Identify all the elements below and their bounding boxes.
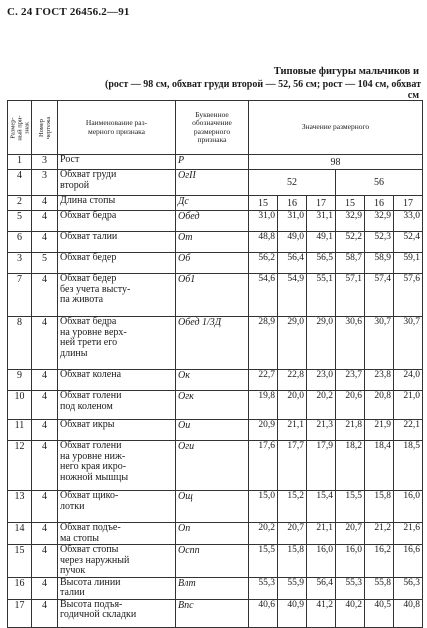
cell-value: 52,4 [394,232,423,253]
table-row [8,253,423,274]
cell-value: 15,8 [365,491,394,523]
cell-drawing-no: 4 [32,577,58,599]
cell-feature-name: Обхват стопы через наружный пучок [58,545,176,578]
cell-value: 41,2 [307,599,336,627]
cell-value: 18,5 [394,441,423,491]
cell-value: 21,0 [394,391,423,420]
table-row [8,441,423,491]
cell-value: 16,0 [307,545,336,578]
cell-drawing-no: 4 [32,391,58,420]
cell-feature-name: Обхват груди второй [58,170,176,196]
cell-feature-no: 16 [8,577,32,599]
header-values: Значение размерного [249,101,423,155]
cell-drawing-no: 4 [32,370,58,391]
cell-feature-no: 5 [8,211,32,232]
cell-feature-no: 6 [8,232,32,253]
cell-feature-name: Обхват бедра на уровне верх- ней трети его длины [58,317,176,370]
cell-feature-name: Обхват бедер без учета высту- па живота [58,274,176,317]
cell-feature-no: 3 [8,253,32,274]
cell-value: 20,2 [249,523,278,545]
cell-drawing-no: 4 [32,211,58,232]
table-subtitle: (рост — 98 см, обхват груди второй — 52, 56 см; рост — 104 см, обхват [105,79,421,90]
cell-feature-name: Рост [58,155,176,170]
cell-value: 21,9 [365,420,394,441]
cell-value: 18,4 [365,441,394,491]
cell-value: 57,6 [394,274,423,317]
cell-value: 15,4 [307,491,336,523]
cell-value: 55,9 [278,577,307,599]
cell-feature-name: Обхват бедер [58,253,176,274]
cell-value: 24,0 [394,370,423,391]
cell-feature-name: Обхват щико- лотки [58,491,176,523]
cell-value: 22,8 [278,370,307,391]
header-feature-name: Наименование раз- мерного признака [58,101,176,155]
cell-value: 56,4 [278,253,307,274]
cell-feature-name: Длина стопы [58,196,176,211]
cell-feature-no: 2 [8,196,32,211]
table-row-height [8,155,423,170]
cell-value: 15,0 [249,491,278,523]
cell-value: 19,8 [249,391,278,420]
cell-feature-no: 13 [8,491,32,523]
header-drawing-no: Номер чертежа [32,101,58,155]
cell-value: 56,4 [307,577,336,599]
cell-feature-no: 7 [8,274,32,317]
cell-value: 15,8 [278,545,307,578]
cell-drawing-no: 3 [32,170,58,196]
cell-value: 57,4 [365,274,394,317]
cell-drawing-no: 4 [32,441,58,491]
cell-value: 54,6 [249,274,278,317]
cell-value: 21,6 [394,523,423,545]
cell-value: 15,5 [336,491,365,523]
cell-value: 54,9 [278,274,307,317]
cell-value: 55,1 [307,274,336,317]
cell-value: 18,2 [336,441,365,491]
table-row [8,420,423,441]
cell-value: 20,6 [336,391,365,420]
header-feature-no: Размер- ный при- знак [8,101,32,155]
cell-value: 32,9 [365,211,394,232]
cell-value: 15,5 [249,545,278,578]
cell-value: 56,3 [394,577,423,599]
cell-value: 17,6 [249,441,278,491]
table-row-chest [8,170,423,196]
cell-value: 52,3 [365,232,394,253]
cell-drawing-no: 4 [32,274,58,317]
cell-symbol: Oт [176,232,249,253]
cell-value: 15 [336,196,365,211]
cell-feature-no: 14 [8,523,32,545]
cell-value: 55,3 [336,577,365,599]
cell-value: 31,0 [249,211,278,232]
table-subtitle-end: см [407,90,419,101]
cell-value: 15 [249,196,278,211]
cell-value: 17 [394,196,423,211]
cell-value: 16 [278,196,307,211]
cell-symbol: OгII [176,170,249,196]
cell-feature-no: 4 [8,170,32,196]
cell-symbol: P [176,155,249,170]
cell-value: 31,0 [278,211,307,232]
cell-drawing-no: 4 [32,317,58,370]
table-row-foot [8,196,423,211]
table-row [8,545,423,578]
cell-feature-name: Высота линии талии [58,577,176,599]
header-symbol: Буквенное обозначение размерного признака [176,101,249,155]
table-row [8,317,423,370]
cell-value: 40,2 [336,599,365,627]
cell-value: 22,1 [394,420,423,441]
cell-value: 20,8 [365,391,394,420]
cell-value: 52,2 [336,232,365,253]
cell-value: 20,7 [278,523,307,545]
cell-value: 30,6 [336,317,365,370]
cell-symbol: Oп [176,523,249,545]
cell-feature-no: 10 [8,391,32,420]
cell-drawing-no: 4 [32,523,58,545]
cell-feature-no: 12 [8,441,32,491]
cell-value: 59,1 [394,253,423,274]
cell-value: 31,1 [307,211,336,232]
cell-symbol: Oспп [176,545,249,578]
cell-feature-no: 1 [8,155,32,170]
cell-symbol: Oги [176,441,249,491]
cell-feature-name: Обхват колена [58,370,176,391]
cell-value: 20,7 [336,523,365,545]
cell-symbol: Oбед 1/3Д [176,317,249,370]
cell-value: 29,0 [278,317,307,370]
cell-value: 40,5 [365,599,394,627]
cell-symbol: Bпс [176,599,249,627]
table-row [8,274,423,317]
header-row [8,101,423,155]
cell-value: 23,7 [336,370,365,391]
table-row [8,370,423,391]
cell-value: 16,0 [394,491,423,523]
cell-value: 58,7 [336,253,365,274]
cell-feature-name: Обхват икры [58,420,176,441]
cell-feature-name: Обхват подъе- ма стопы [58,523,176,545]
cell-value: 21,1 [278,420,307,441]
cell-value: 57,1 [336,274,365,317]
cell-value: 20,0 [278,391,307,420]
cell-symbol: Oк [176,370,249,391]
cell-value: 28,9 [249,317,278,370]
cell-value: 33,0 [394,211,423,232]
cell-value: 30,7 [365,317,394,370]
cell-symbol: Oщ [176,491,249,523]
cell-feature-name: Обхват голени на уровне ниж- него края икро- ножной мышцы [58,441,176,491]
cell-value: 29,0 [307,317,336,370]
cell-drawing-no: 3 [32,155,58,170]
cell-value: 17,9 [307,441,336,491]
cell-value: 21,2 [365,523,394,545]
cell-drawing-no: 4 [32,545,58,578]
cell-value: 49,0 [278,232,307,253]
cell-feature-no: 11 [8,420,32,441]
cell-value: 21,3 [307,420,336,441]
cell-value: 55,3 [249,577,278,599]
table-row [8,491,423,523]
cell-value: 32,9 [336,211,365,232]
cell-value: 16,6 [394,545,423,578]
cell-feature-name: Высота подъя- годичной складки [58,599,176,627]
table-row [8,523,423,545]
cell-value: 20,9 [249,420,278,441]
cell-value: 17,7 [278,441,307,491]
cell-feature-name: Обхват голени под коленом [58,391,176,420]
cell-feature-no: 9 [8,370,32,391]
cell-chest-value-1: 52 [249,170,336,196]
cell-feature-no: 17 [8,599,32,627]
cell-value: 40,8 [394,599,423,627]
table-row [8,599,423,627]
cell-value: 56,2 [249,253,278,274]
table-row [8,232,423,253]
cell-feature-no: 15 [8,545,32,578]
table-body [8,155,423,628]
cell-value: 56,5 [307,253,336,274]
cell-value: 16,2 [365,545,394,578]
cell-symbol: Oгк [176,391,249,420]
cell-drawing-no: 4 [32,599,58,627]
cell-value: 23,0 [307,370,336,391]
cell-symbol: Oб1 [176,274,249,317]
cell-value: 30,7 [394,317,423,370]
cell-symbol: Bлт [176,577,249,599]
cell-value: 40,9 [278,599,307,627]
cell-value: 15,2 [278,491,307,523]
cell-feature-name: Обхват бедра [58,211,176,232]
measurements-table [7,100,423,628]
cell-value: 22,7 [249,370,278,391]
cell-value: 49,1 [307,232,336,253]
cell-value: 48,8 [249,232,278,253]
cell-value: 40,6 [249,599,278,627]
cell-height-value: 98 [249,155,423,170]
page-header: С. 24 ГОСТ 26456.2—91 [7,6,130,18]
cell-feature-name: Обхват талии [58,232,176,253]
cell-symbol: Oб [176,253,249,274]
cell-value: 21,1 [307,523,336,545]
cell-value: 55,8 [365,577,394,599]
cell-drawing-no: 4 [32,491,58,523]
cell-value: 21,8 [336,420,365,441]
cell-drawing-no: 4 [32,420,58,441]
cell-drawing-no: 4 [32,196,58,211]
cell-drawing-no: 4 [32,232,58,253]
table-row [8,577,423,599]
cell-symbol: Дс [176,196,249,211]
cell-value: 16 [365,196,394,211]
cell-value: 23,8 [365,370,394,391]
cell-value: 20,2 [307,391,336,420]
table-row [8,391,423,420]
table-row [8,211,423,232]
cell-chest-value-2: 56 [336,170,423,196]
cell-value: 58,9 [365,253,394,274]
cell-symbol: Oи [176,420,249,441]
cell-value: 16,0 [336,545,365,578]
cell-feature-no: 8 [8,317,32,370]
cell-symbol: Oбед [176,211,249,232]
cell-drawing-no: 5 [32,253,58,274]
table-title: Типовые фигуры мальчиков и [273,66,419,77]
cell-value: 17 [307,196,336,211]
